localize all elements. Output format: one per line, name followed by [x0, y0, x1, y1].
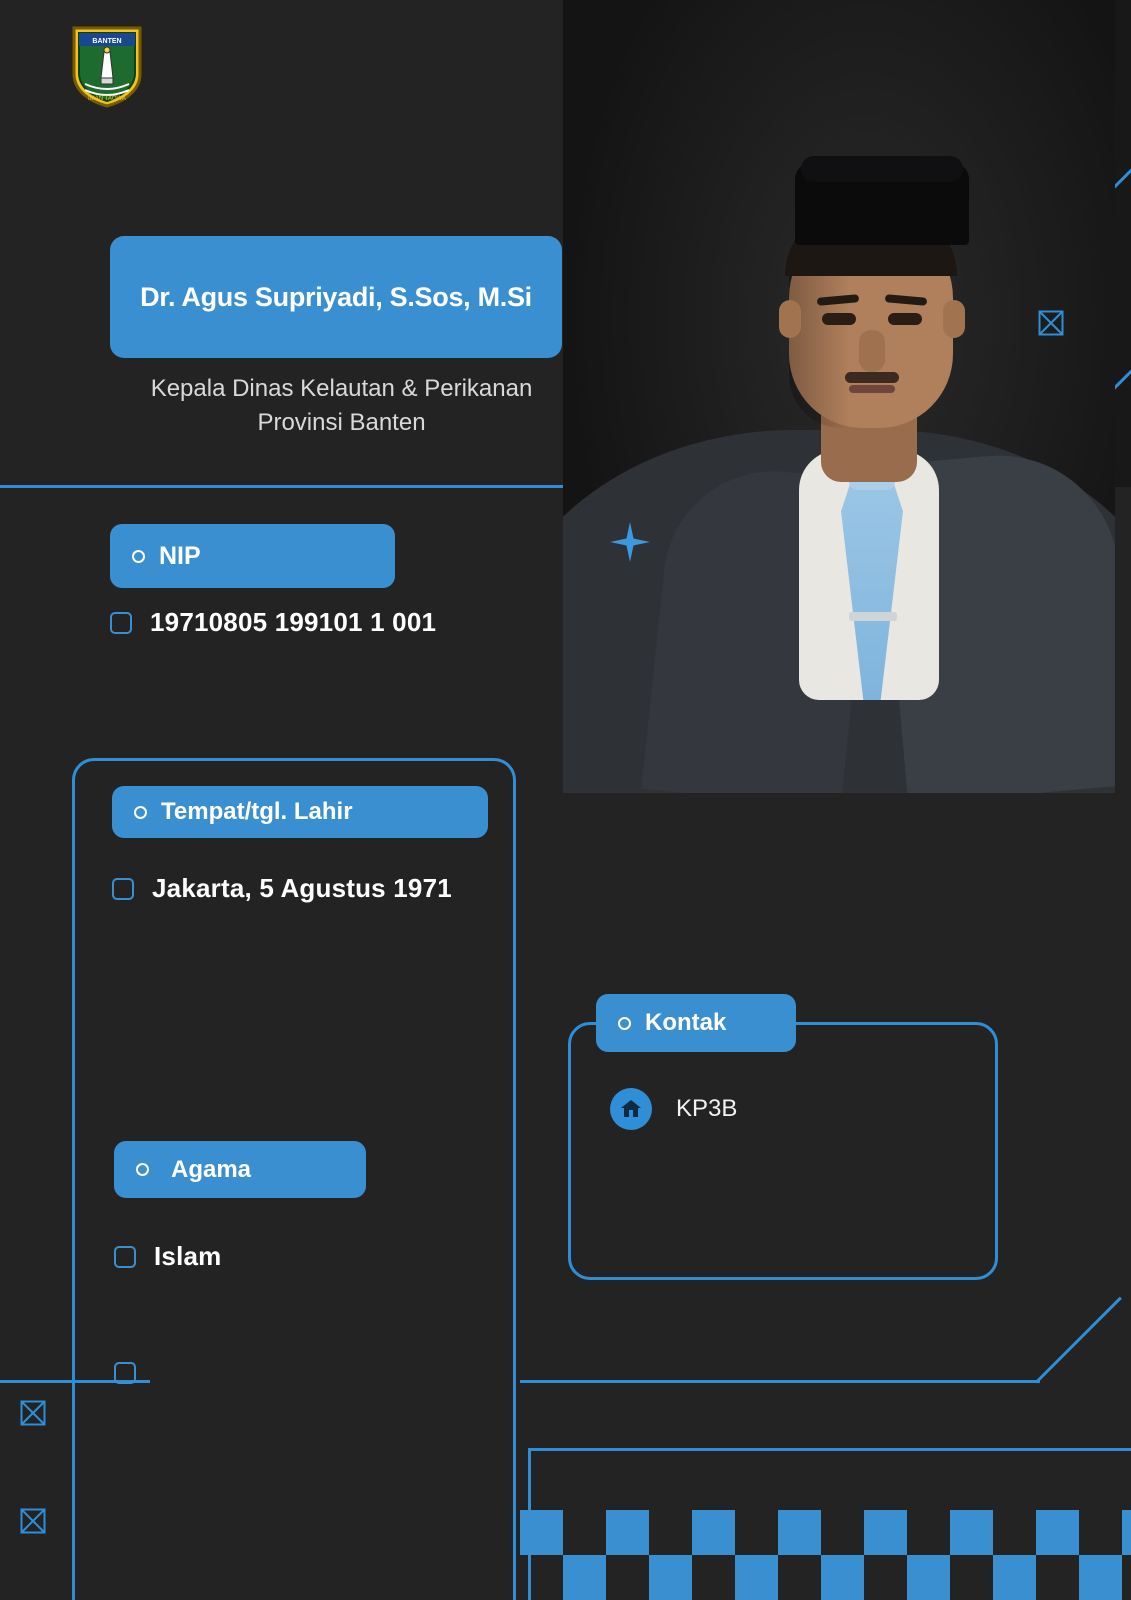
checker-cell: [692, 1510, 735, 1555]
field-value-birthplace-text: Jakarta, 5 Agustus 1971: [152, 873, 452, 903]
official-name-badge: [110, 236, 562, 358]
checker-cell: [1122, 1510, 1131, 1555]
checkbox-icon[interactable]: [114, 1246, 136, 1268]
checker-cell: [1079, 1555, 1122, 1600]
portrait-eye-right: [888, 313, 922, 325]
field-value-birthplace: [112, 873, 452, 904]
official-name-text: Dr. Agus Supriyadi, S.Sos, M.Si: [140, 281, 532, 312]
bullet-ring-icon: [618, 1017, 631, 1030]
checker-cell: [1036, 1510, 1079, 1555]
portrait-ear-left: [779, 300, 801, 338]
checkbox-icon[interactable]: [114, 1362, 136, 1384]
bullet-ring-icon: [132, 550, 145, 563]
contact-item: [610, 1088, 737, 1130]
field-value-empty: [114, 1362, 154, 1384]
portrait-peci-cap-top: [801, 156, 963, 182]
checker-cell: [821, 1555, 864, 1600]
checker-cell: [735, 1555, 778, 1600]
field-label-birthplace-text: Tempat/tgl. Lahir: [161, 798, 353, 825]
checker-cell: [864, 1510, 907, 1555]
portrait-tie-clip: [849, 612, 897, 621]
decorative-line-bottom-2: [528, 1448, 1131, 1451]
decorative-x-icon-3: [20, 1508, 46, 1538]
portrait-mouth: [849, 385, 895, 393]
contact-item-value: KP3B: [676, 1095, 738, 1122]
field-label-religion-text: Agama: [171, 1155, 252, 1183]
field-label-religion: [114, 1141, 366, 1198]
decorative-line-bottom-1: [520, 1380, 1040, 1383]
decorative-x-icon-2: [20, 1400, 46, 1430]
checker-cell: [649, 1555, 692, 1600]
contact-card: [568, 1022, 998, 1280]
field-label-contact-text: Kontak: [645, 1009, 727, 1036]
four-point-star-icon: [608, 520, 652, 564]
checker-cell: [907, 1555, 950, 1600]
field-label-nip-text: NIP: [159, 541, 201, 570]
portrait-ear-right: [943, 300, 965, 338]
checker-cell: [993, 1555, 1036, 1600]
checker-cell: [563, 1555, 606, 1600]
field-label-nip: [110, 524, 395, 588]
field-value-nip: [110, 607, 436, 638]
svg-text:IMAN TAQWA: IMAN TAQWA: [88, 96, 126, 102]
checkbox-icon[interactable]: [110, 612, 132, 634]
field-value-religion-text: Islam: [154, 1241, 222, 1271]
official-position-text: [110, 372, 573, 440]
checkbox-icon[interactable]: [112, 878, 134, 900]
portrait-moustache: [845, 372, 899, 383]
portrait-eye-left: [822, 313, 856, 325]
field-label-birthplace: [112, 786, 488, 838]
portrait-nose: [859, 330, 885, 372]
field-value-nip-text: 19710805 199101 1 001: [150, 607, 437, 637]
field-label-contact: [596, 994, 796, 1052]
banten-emblem-icon: [68, 20, 146, 108]
portrait-photo: [563, 0, 1115, 793]
field-value-religion: [114, 1241, 222, 1272]
checker-cell: [606, 1510, 649, 1555]
bullet-ring-icon: [134, 806, 147, 819]
official-position-line-1: Kepala Dinas Kelautan & Perikanan: [150, 375, 533, 402]
home-icon: [610, 1088, 652, 1130]
svg-text:BANTEN: BANTEN: [92, 38, 122, 45]
bullet-ring-icon: [136, 1163, 149, 1176]
checker-cell: [950, 1510, 993, 1555]
decorative-x-icon-1: [1038, 310, 1064, 340]
decorative-checker-strip: [520, 1510, 1131, 1600]
checker-cell: [520, 1510, 563, 1555]
checker-cell: [778, 1510, 821, 1555]
official-position-line-2: Provinsi Banten: [257, 409, 426, 437]
